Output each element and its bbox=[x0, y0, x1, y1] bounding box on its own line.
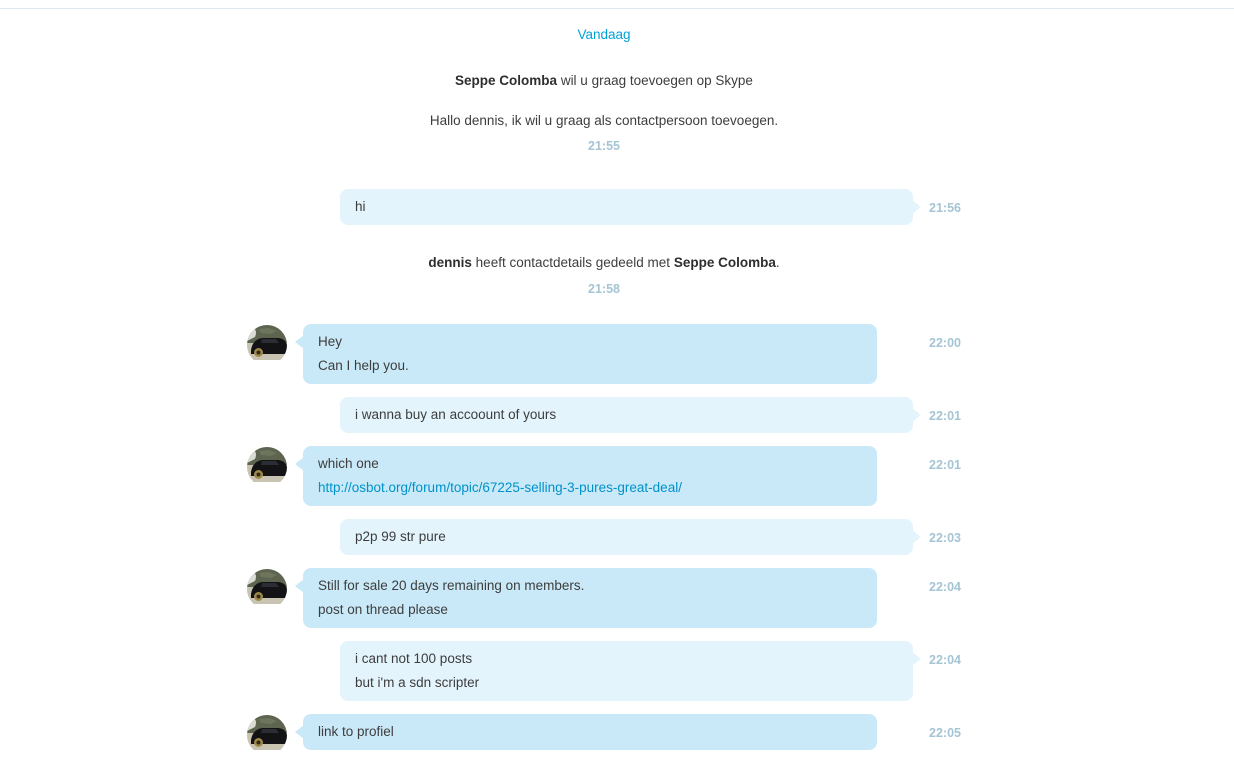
header-divider bbox=[0, 0, 1234, 9]
message-timestamp: 22:04 bbox=[929, 653, 961, 667]
message-timestamp: 22:05 bbox=[929, 726, 961, 740]
contact-share-notice bbox=[247, 255, 961, 270]
contact-avatar[interactable] bbox=[247, 447, 287, 487]
message-link-line bbox=[318, 476, 859, 500]
message-text: Hey bbox=[318, 334, 343, 349]
contact-request-greeting: Hallo dennis, ik wil u graag als contactpersoon toevoegen. bbox=[429, 113, 779, 128]
share-notice-suffix: . bbox=[775, 255, 780, 270]
message-text: i cant not 100 posts bbox=[355, 651, 473, 666]
car-avatar-icon bbox=[247, 325, 287, 365]
message-text: p2p 99 str pure bbox=[355, 529, 446, 544]
share-target-name: Seppe Colomba bbox=[673, 255, 776, 270]
contact-request-notice bbox=[247, 73, 961, 88]
message-row-outgoing bbox=[247, 519, 961, 555]
message-timestamp: 22:03 bbox=[929, 531, 961, 545]
message-row-incoming bbox=[247, 446, 961, 506]
message-row-incoming bbox=[247, 324, 961, 384]
outgoing-message-bubble[interactable] bbox=[340, 397, 913, 433]
contact-name: Seppe Colomba bbox=[455, 73, 558, 88]
message-link[interactable]: http://osbot.org/forum/topic/67225-selling-3-pures-great-deal/ bbox=[318, 480, 682, 495]
message-timestamp: 22:01 bbox=[929, 458, 961, 472]
message-row-outgoing bbox=[247, 397, 961, 433]
incoming-message-bubble[interactable] bbox=[303, 714, 877, 750]
message-text: hi bbox=[355, 199, 366, 214]
message-timestamp: 22:01 bbox=[929, 409, 961, 423]
incoming-message-bubble[interactable] bbox=[303, 324, 877, 384]
car-avatar-icon bbox=[247, 715, 287, 755]
message-row-incoming bbox=[247, 568, 961, 628]
message-text: Can I help you. bbox=[318, 358, 409, 373]
message-row-outgoing bbox=[247, 189, 961, 225]
time-divider: 21:55 bbox=[588, 139, 620, 153]
share-notice-text: heeft contactdetails gedeeld met bbox=[471, 255, 674, 270]
contact-avatar[interactable] bbox=[247, 325, 287, 365]
incoming-message-bubble[interactable] bbox=[303, 568, 877, 628]
message-text: i wanna buy an accoount of yours bbox=[355, 407, 557, 422]
message-timestamp: 21:56 bbox=[929, 201, 961, 215]
message-text: link to profiel bbox=[318, 724, 394, 739]
message-text: Still for sale 20 days remaining on members. bbox=[318, 578, 585, 593]
contact-avatar[interactable] bbox=[247, 569, 287, 609]
date-divider: Vandaag bbox=[577, 27, 631, 42]
message-timestamp: 22:04 bbox=[929, 580, 961, 594]
contact-avatar[interactable] bbox=[247, 715, 287, 755]
car-avatar-icon bbox=[247, 447, 287, 487]
message-text: which one bbox=[318, 456, 379, 471]
incoming-message-bubble[interactable] bbox=[303, 446, 877, 506]
car-avatar-icon bbox=[247, 569, 287, 609]
message-row-incoming bbox=[247, 714, 961, 750]
outgoing-message-bubble[interactable] bbox=[340, 189, 913, 225]
outgoing-message-bubble[interactable] bbox=[340, 641, 913, 701]
contact-request-text: wil u graag toevoegen op Skype bbox=[557, 73, 753, 88]
message-text: post on thread please bbox=[318, 602, 448, 617]
message-timestamp: 22:00 bbox=[929, 336, 961, 350]
message-text: but i'm a sdn scripter bbox=[355, 675, 480, 690]
chat-history-panel bbox=[247, 9, 961, 750]
share-actor-name: dennis bbox=[428, 255, 472, 270]
message-row-outgoing bbox=[247, 641, 961, 701]
outgoing-message-bubble[interactable] bbox=[340, 519, 913, 555]
time-divider: 21:58 bbox=[588, 282, 620, 296]
